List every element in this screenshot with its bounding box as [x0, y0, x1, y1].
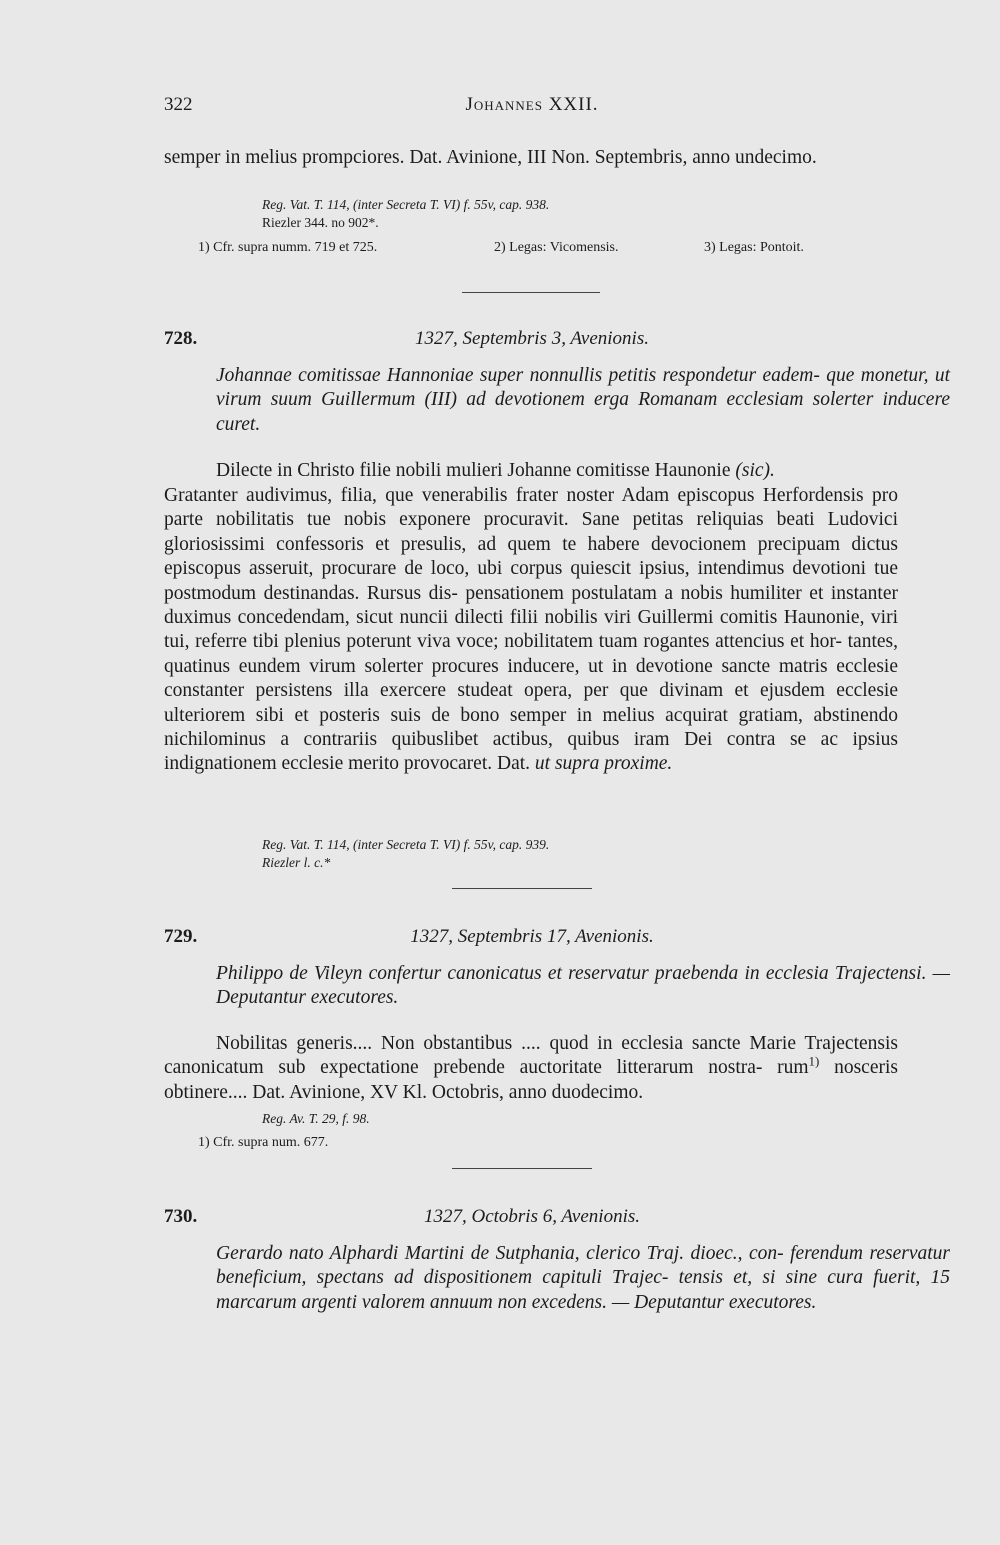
- entry-date: 1327, Septembris 3, Avenionis.: [415, 328, 649, 349]
- reference-line: Riezler 344. no 902*.: [262, 214, 379, 230]
- entry-number: 729.: [164, 926, 198, 947]
- text-dat: Dat.: [497, 753, 531, 775]
- sic-note: (sic).: [735, 460, 775, 481]
- text-body: Gratanter audivimus, filia, que venerabilis frater noster Adam episcopus Herfordensis pro parte nobilitatis tue nobis exponere procuravit. Sane petitas reliquias beati Ludovici gloriosissimi confessoris et presulis, ad quem te habere devocionem precipuam dictus episcopus asseruit, procurare de loco, ubi corpus quiescit ipsius, intendimus devotioni tue postmodum destinandas. Rursus dis- pensationem postulatam a nobis humiliter et instanter duximus concedendam, sicut nuncii dilecti filii nobilis viri Guillermi comitis Haunonie, viri tui, referre tibi plenius poterunt viva voce; nobilitatem tuam rogantes attencius et hor- tantes, quatinus eundem virum solerter procures inducere, ut in devotione sancte matris ecclesie constanter persistens illa exercere studeat opera, per que divinam et ejusdem ecclesie ulteriorem sibi et posteris suis de bono semper in melius acquirat gratiam, abstinendo nichilominus a contrariis quibuslibet actibus, quibus iram Dei contra se ac ipsius indignationem ecclesie merito provocaret.: [164, 485, 898, 775]
- reference-line: Reg. Vat. T. 114, (inter Secreta T. VI) f. 55v, cap. 938.: [262, 197, 550, 212]
- text-part-b: nosceris obtinere.... Dat. Avinione, XV Kl. Octobris, anno duodecimo.: [164, 1057, 898, 1103]
- entry-number: 728.: [164, 328, 198, 349]
- entry-text: [164, 1032, 898, 1105]
- footnote: 1) Cfr. supra numm. 719 et 725.: [198, 240, 378, 255]
- carryover-text: semper in melius prompciores. Dat. Avinione, III Non. Septembris, anno undecimo.: [164, 147, 817, 168]
- footnote: 3) Legas: Pontoit.: [704, 240, 804, 255]
- reference-line: Reg. Vat. T. 114, (inter Secreta T. VI) f. 55v, cap. 939.: [262, 837, 550, 852]
- reference-line: Riezler l. c.*: [262, 854, 331, 870]
- footnote: 1) Cfr. supra num. 677.: [198, 1135, 329, 1150]
- running-title: Johannes XXII.: [465, 94, 599, 115]
- entry-text-body: [164, 484, 898, 777]
- separator-rule: [452, 1168, 592, 1169]
- entry-summary: Gerardo nato Alphardi Martini de Sutphania, clerico Traj. dioec., con- ferendum reservatur beneficium, spectans ad dispositionem capituli Trajec- tensis et, si sine cura fuerit, 15 marcarum argenti valorem annuum non excedens. — Deputantur executores.: [216, 1243, 950, 1313]
- entry-date: 1327, Septembris 17, Avenionis.: [410, 926, 654, 947]
- reference-line: Reg. Av. T. 29, f. 98.: [262, 1111, 370, 1126]
- entry-date: 1327, Octobris 6, Avenionis.: [423, 1206, 641, 1227]
- entry-footnotes: [164, 1134, 898, 1152]
- entry-number: 730.: [164, 1206, 198, 1227]
- entry-refs: [164, 1110, 898, 1128]
- footnote: 2) Legas: Vicomensis.: [494, 240, 619, 255]
- text-part-a: Nobilitas generis.... Non obstantibus .... quod in ecclesia sancte Marie Trajectensis canonicatum sub expectatione prebende auctoritate litterarum nostra- rum: [164, 1033, 898, 1079]
- page-number: 322: [164, 94, 193, 115]
- entry-refs: [164, 836, 898, 871]
- separator-rule: [462, 292, 600, 293]
- text-opening: Dilecte in Christo filie nobili mulieri Johanne comitisse Haunonie: [216, 460, 731, 481]
- footnote-marker: 1): [808, 1053, 820, 1069]
- entry-summary: Philippo de Vileyn confertur canonicatus et reservatur praebenda in ecclesia Trajectensi. — Deputantur executores.: [216, 963, 950, 1009]
- separator-rule: [452, 888, 592, 889]
- entry-text: [164, 459, 898, 483]
- entry-summary: Johannae comitissae Hannoniae super nonnullis petitis respondetur eadem- que monetur, ut virum suum Guillermum (III) ad devotionem erga Romanam ecclesiam solerter inducere curet.: [216, 365, 950, 435]
- text-dat-italic: ut supra proxime.: [534, 753, 673, 775]
- carryover-refs: [164, 196, 898, 231]
